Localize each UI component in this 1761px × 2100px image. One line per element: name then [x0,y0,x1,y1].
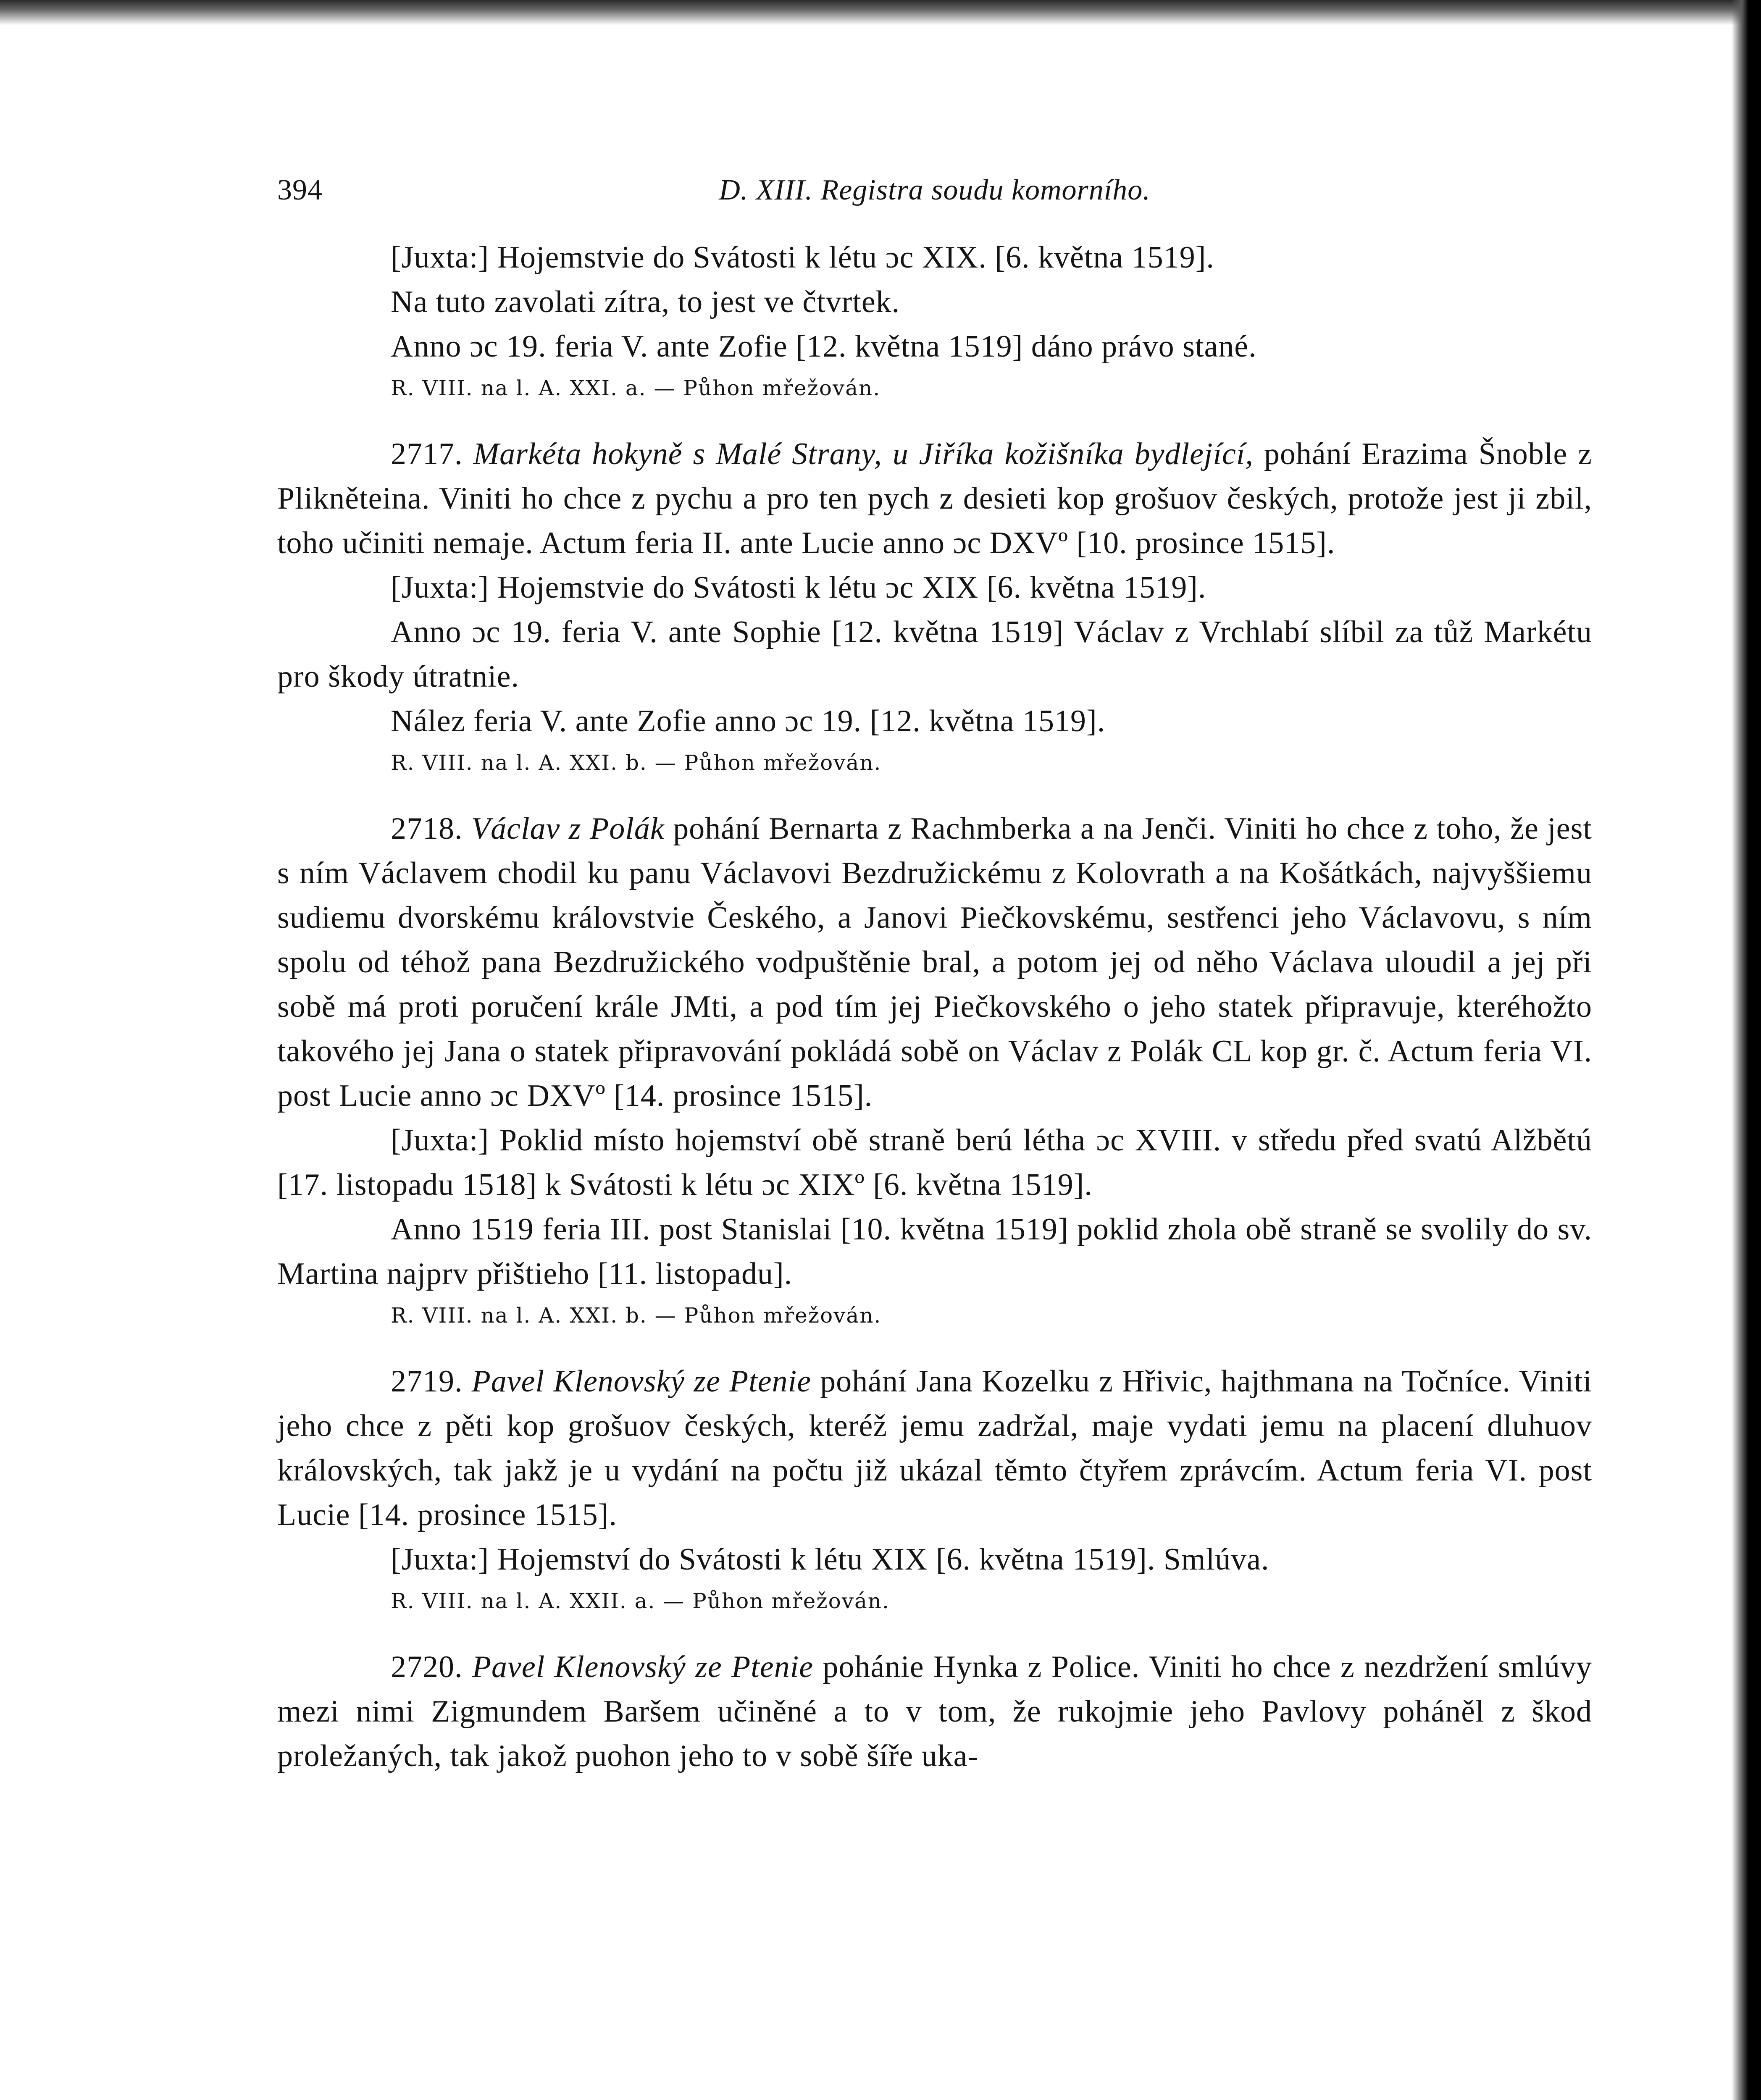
document-page [277,168,1592,1778]
entry-number: 2719. [391,1364,463,1399]
entry-number: 2718. [391,811,463,846]
paragraph: Anno 1519 feria III. post Stanislai [10. května 1519] poklid zhola obě straně se svolily do sv. Martina najprv přištieho [11. listopadu]. [277,1212,1592,1291]
entry-2720 [277,1645,1592,1778]
page-header [277,168,1592,218]
entry-text: pohání Bernarta z Rachmberka a na Jenči. Viniti ho chce z toho, že jest s ním Václavem chodil ku panu Václavovi Bezdružickému z Kolovrath a na Košátkách, najvyššiemu sudiemu dvorskému královstvie Českého, a Janovi Piečkovskému, sestřenci jeho Václavovu, s ním spolu od téhož pana Bezdružického vodpuštěnie bral, a potom jej od něho Václava uloudil a jej při sobě má proti poručení krále JMti, a pod tím jej Piečkovského o jeho statek připravuje, kteréhožto takového jej Jana o statek připravování pokládá sobě on Václav z Polák CL kop gr. č. Actum feria VI. post Lucie anno ɔc DXVº [14. prosince 1515]. [277,811,1592,1113]
entry-opening [277,432,1592,565]
paragraph: [Juxta:] Poklid místo hojemství obě straně berú létha ɔc XVIII. v středu před svatú Alžbětú [17. listopadu 1518] k Svátosti k létu ɔc XIXº [6. května 1519]. [277,1123,1592,1202]
paragraph: Na tuto zavolati zítra, to jest ve čtvrtek. [391,285,900,319]
entry-opening [277,806,1592,1118]
entry-text: pohání Jana Kozelku z Hřivic, hajthmana na Točníce. Viniti jeho chce z pěti kop grošuov českých, kteréž jemu zadržal, maje vydati jemu na placení dluhuov královských, tak jakž je u vydání na počtu již ukázal těmto čtyřem zprávcím. Actum feria VI. post Lucie [14. prosince 1515]. [277,1364,1593,1532]
entry-text: pohání Erazima Šnoble z Plikněteina. Viniti ho chce z pychu a pro ten pych z desieti kop grošuov českých, protože jest ji zbil, toho učiniti nemaje. Actum feria II. ante Lucie anno ɔc DXVº [10. prosince 1515]. [277,437,1592,560]
entry-2717 [277,432,1592,780]
paragraph: [Juxta:] Hojemství do Svátosti k létu XIX [6. května 1519]. Smlúva. [391,1542,1269,1577]
entry-2718 [277,806,1592,1332]
entry-parties: Pavel Klenovský ze Ptenie [471,1364,812,1399]
paragraph: Anno ɔc 19. feria V. ante Zofie [12. května 1519] dáno právo stané. [391,329,1257,364]
source-note: R. VIII. na l. A. XXII. a. — Půhon mřežován. [391,1589,890,1613]
source-note: R. VIII. na l. A. XXI. a. — Půhon mřežován. [391,376,881,400]
entry-opening [277,1645,1592,1778]
paragraph: [Juxta:] Hojemstvie do Svátosti k létu ɔc XIX [6. května 1519]. [391,570,1206,605]
source-note: R. VIII. na l. A. XXI. b. — Půhon mřežován. [391,1303,882,1328]
entry-parties: Pavel Klenovský ze Ptenie [472,1650,814,1684]
entry-text: pohánie Hynka z Police. Viniti ho chce z nezdržení smlúvy mezi nimi Zigmundem Baršem učiněné a to v tom, že rukojmie jeho Pavlovy poháněl z škod proležaných, tak jakož puohon jeho to v sobě šíře uka- [277,1650,1593,1773]
entry-parties: Markéta hokyně s Malé Strany, u Jiříka kožišníka bydlející, [473,437,1254,471]
entry-continuation [277,235,1592,405]
page-number: 394 [277,174,323,206]
entry-parties: Václav z Polák [471,811,665,846]
paragraph: Anno ɔc 19. feria V. ante Sophie [12. května 1519] Václav z Vrchlabí slíbil za tůž Markétu pro škody útratnie. [277,615,1592,694]
scan-edge-right [1732,0,1761,2100]
entry-number: 2720. [391,1650,463,1684]
source-note: R. VIII. na l. A. XXI. b. — Půhon mřežován. [391,751,882,775]
scan-edge-top [0,0,1761,25]
entry-2719 [277,1359,1592,1618]
entry-opening [277,1359,1592,1537]
paragraph: [Juxta:] Hojemstvie do Svátosti k létu ɔc XIX. [6. května 1519]. [391,240,1214,275]
running-title: D. XIII. Registra soudu komorního. [719,174,1151,206]
entry-number: 2717. [391,437,463,471]
paragraph: Nález feria V. ante Zofie anno ɔc 19. [12. května 1519]. [391,704,1106,738]
